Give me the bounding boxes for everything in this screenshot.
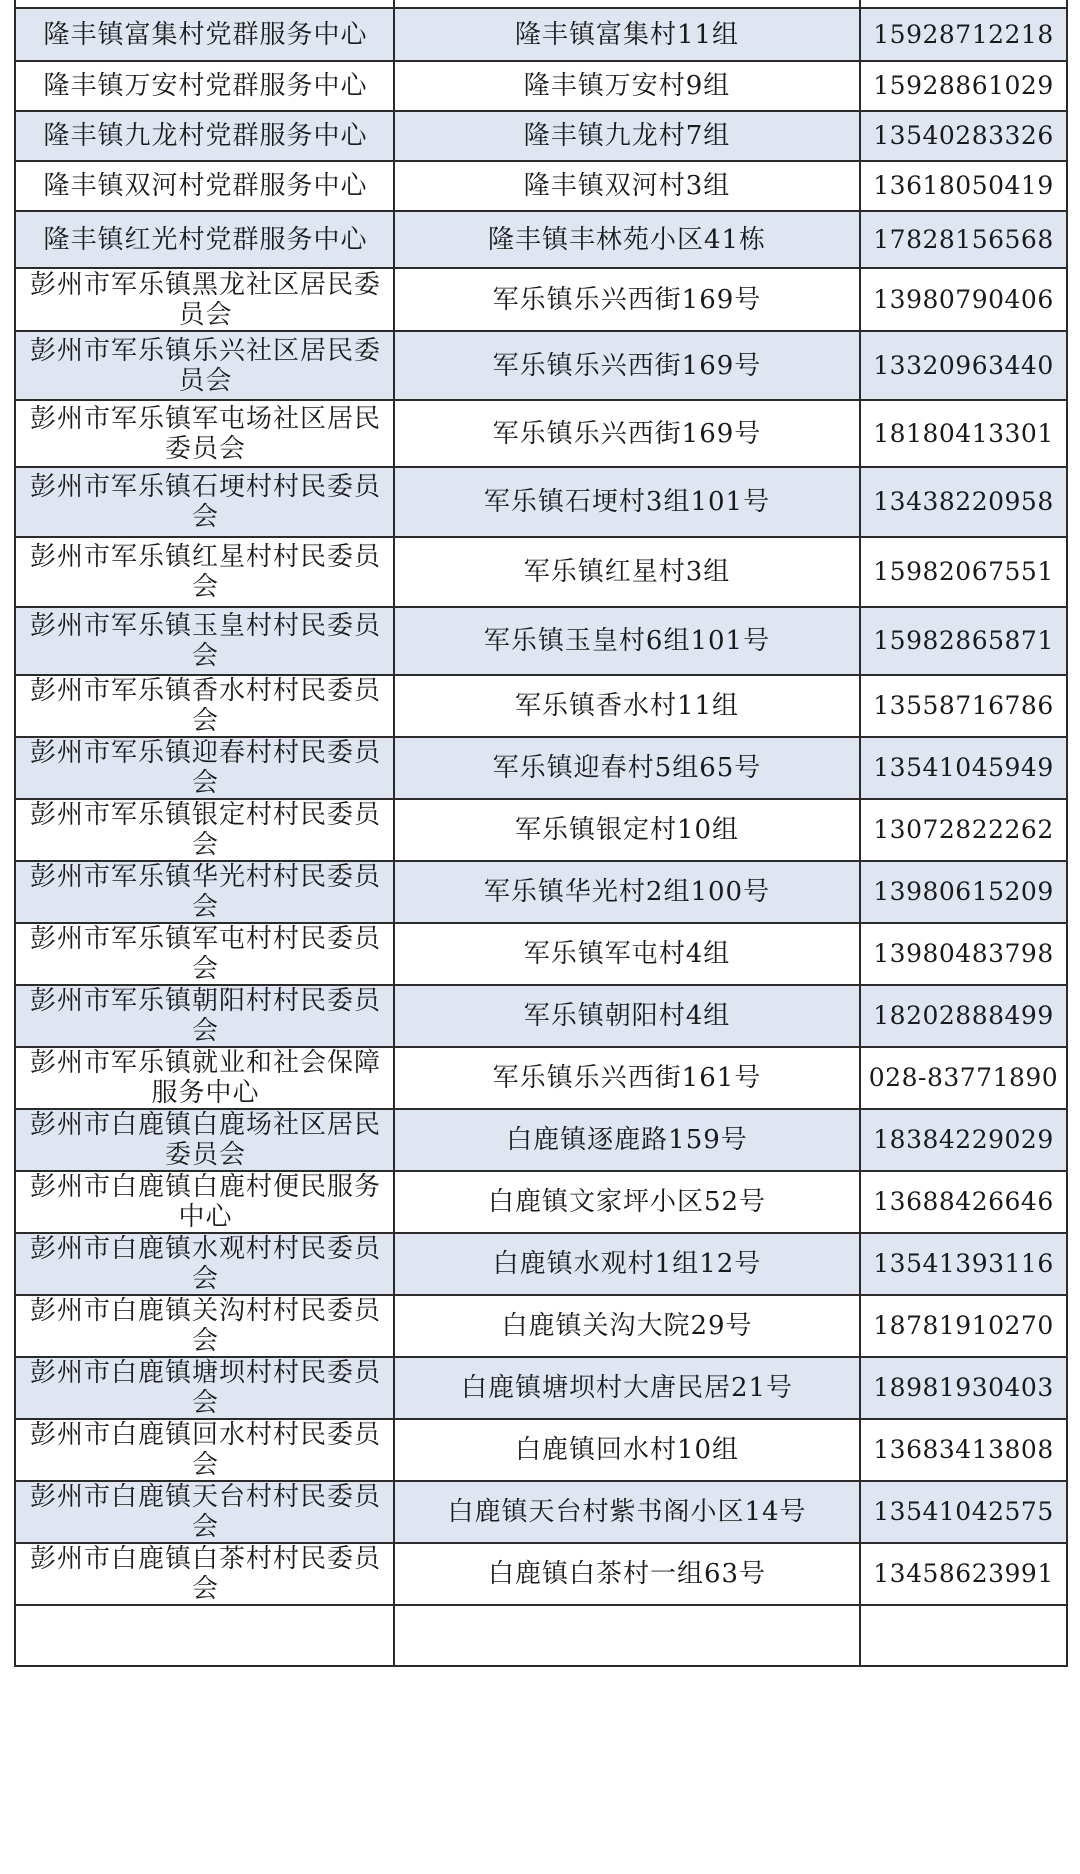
address-cell: 军乐镇军屯村4组: [394, 923, 860, 985]
table-row: [15, 400, 1067, 467]
org-name-cell: 彭州市军乐镇华光村村民委员会: [15, 861, 394, 923]
phone-cell: 13458623991: [860, 1543, 1067, 1605]
address-cell: 军乐镇银定村10组: [394, 799, 860, 861]
table-row: [15, 1481, 1067, 1543]
phone-cell: 15928861029: [860, 61, 1067, 111]
org-name-cell: 彭州市军乐镇迎春村村民委员会: [15, 737, 394, 799]
table-row: [15, 675, 1067, 737]
table-row: [15, 1171, 1067, 1233]
table-row: [15, 1233, 1067, 1295]
address-cell: 隆丰镇万安村9组: [394, 61, 860, 111]
address-cell: 隆丰镇丰林苑小区41栋: [394, 211, 860, 268]
address-cell: 军乐镇乐兴西街169号: [394, 268, 860, 331]
phone-cell: [860, 1605, 1067, 1666]
address-cell: 白鹿镇逐鹿路159号: [394, 1109, 860, 1171]
org-name-cell: 彭州市军乐镇玉皇村村民委员会: [15, 607, 394, 675]
org-name-cell: 彭州市白鹿镇白鹿村便民服务中心: [15, 1171, 394, 1233]
org-name-cell: 彭州市白鹿镇回水村村民委员会: [15, 1419, 394, 1481]
table-row: [15, 1109, 1067, 1171]
address-cell: 白鹿镇塘坝村大唐民居21号: [394, 1357, 860, 1419]
org-name-cell: 彭州市白鹿镇白茶村村民委员会: [15, 1543, 394, 1605]
phone-cell: 13320963440: [860, 331, 1067, 400]
phone-cell: 18202888499: [860, 985, 1067, 1047]
table-row: [15, 1543, 1067, 1605]
address-cell: 军乐镇红星村3组: [394, 537, 860, 607]
table-row: [15, 737, 1067, 799]
org-name-cell: 彭州市白鹿镇水观村村民委员会: [15, 1233, 394, 1295]
address-cell: 军乐镇朝阳村4组: [394, 985, 860, 1047]
phone-cell: 17828156568: [860, 211, 1067, 268]
address-cell: 白鹿镇水观村1组12号: [394, 1233, 860, 1295]
phone-cell: 13072822262: [860, 799, 1067, 861]
table-row: [15, 8, 1067, 61]
table-row: [15, 0, 1067, 8]
table-row: [15, 537, 1067, 607]
table-row: [15, 61, 1067, 111]
table-row: [15, 111, 1067, 161]
org-name-cell: 彭州市白鹿镇塘坝村村民委员会: [15, 1357, 394, 1419]
table-row: [15, 268, 1067, 331]
table-row: [15, 607, 1067, 675]
org-name-cell: 彭州市军乐镇石埂村村民委员会: [15, 467, 394, 537]
address-cell: 军乐镇乐兴西街161号: [394, 1047, 860, 1109]
org-name-cell: 彭州市军乐镇乐兴社区居民委员会: [15, 331, 394, 400]
address-cell: 军乐镇石埂村3组101号: [394, 467, 860, 537]
phone-cell: 15928712218: [860, 8, 1067, 61]
address-cell: 白鹿镇回水村10组: [394, 1419, 860, 1481]
phone-cell: 028-83771890: [860, 1047, 1067, 1109]
address-cell: 隆丰镇富集村11组: [394, 8, 860, 61]
address-cell: 军乐镇乐兴西街169号: [394, 331, 860, 400]
phone-cell: 13540283326: [860, 111, 1067, 161]
org-name-cell: 彭州市军乐镇朝阳村村民委员会: [15, 985, 394, 1047]
table-row: [15, 923, 1067, 985]
org-name-cell: 彭州市军乐镇银定村村民委员会: [15, 799, 394, 861]
org-name-cell: [15, 1605, 394, 1666]
table-row: [15, 1419, 1067, 1481]
table-row: [15, 1295, 1067, 1357]
phone-cell: 13438220958: [860, 467, 1067, 537]
phone-cell: 13980790406: [860, 268, 1067, 331]
contact-table-wrapper: [14, 0, 1066, 1667]
phone-cell: 13980615209: [860, 861, 1067, 923]
phone-cell: 13541393116: [860, 1233, 1067, 1295]
address-cell: 军乐镇乐兴西街169号: [394, 400, 860, 467]
org-name-cell: 彭州市军乐镇军屯场社区居民委员会: [15, 400, 394, 467]
address-cell: 白鹿镇关沟大院29号: [394, 1295, 860, 1357]
org-name-cell: [15, 0, 394, 8]
address-cell: 隆丰镇九龙村7组: [394, 111, 860, 161]
address-cell: 隆丰镇双河村3组: [394, 161, 860, 211]
org-name-cell: 彭州市军乐镇黑龙社区居民委员会: [15, 268, 394, 331]
table-body: [15, 0, 1067, 1666]
phone-cell: 18781910270: [860, 1295, 1067, 1357]
org-name-cell: 彭州市军乐镇香水村村民委员会: [15, 675, 394, 737]
table-row: [15, 1047, 1067, 1109]
org-name-cell: 隆丰镇红光村党群服务中心: [15, 211, 394, 268]
address-cell: [394, 0, 860, 8]
phone-cell: 13541045949: [860, 737, 1067, 799]
address-cell: 白鹿镇白茶村一组63号: [394, 1543, 860, 1605]
table-row: [15, 331, 1067, 400]
table-row: [15, 1605, 1067, 1666]
address-cell: 白鹿镇天台村紫书阁小区14号: [394, 1481, 860, 1543]
table-row: [15, 467, 1067, 537]
phone-cell: 13980483798: [860, 923, 1067, 985]
phone-cell: 13558716786: [860, 675, 1067, 737]
phone-cell: 15982865871: [860, 607, 1067, 675]
phone-cell: 18981930403: [860, 1357, 1067, 1419]
table-row: [15, 985, 1067, 1047]
org-name-cell: 彭州市白鹿镇天台村村民委员会: [15, 1481, 394, 1543]
org-name-cell: 隆丰镇双河村党群服务中心: [15, 161, 394, 211]
org-name-cell: 彭州市白鹿镇白鹿场社区居民委员会: [15, 1109, 394, 1171]
table-row: [15, 861, 1067, 923]
address-cell: 军乐镇迎春村5组65号: [394, 737, 860, 799]
org-name-cell: 隆丰镇万安村党群服务中心: [15, 61, 394, 111]
phone-cell: 13541042575: [860, 1481, 1067, 1543]
org-name-cell: 彭州市军乐镇红星村村民委员会: [15, 537, 394, 607]
service-center-contact-table: [14, 0, 1068, 1667]
phone-cell: 13683413808: [860, 1419, 1067, 1481]
address-cell: [394, 1605, 860, 1666]
phone-cell: [860, 0, 1067, 8]
address-cell: 军乐镇玉皇村6组101号: [394, 607, 860, 675]
org-name-cell: 彭州市军乐镇军屯村村民委员会: [15, 923, 394, 985]
phone-cell: 18180413301: [860, 400, 1067, 467]
org-name-cell: 彭州市白鹿镇关沟村村民委员会: [15, 1295, 394, 1357]
table-row: [15, 161, 1067, 211]
address-cell: 军乐镇华光村2组100号: [394, 861, 860, 923]
address-cell: 军乐镇香水村11组: [394, 675, 860, 737]
phone-cell: 15982067551: [860, 537, 1067, 607]
table-row: [15, 1357, 1067, 1419]
address-cell: 白鹿镇文家坪小区52号: [394, 1171, 860, 1233]
org-name-cell: 隆丰镇富集村党群服务中心: [15, 8, 394, 61]
table-row: [15, 211, 1067, 268]
phone-cell: 18384229029: [860, 1109, 1067, 1171]
org-name-cell: 隆丰镇九龙村党群服务中心: [15, 111, 394, 161]
phone-cell: 13688426646: [860, 1171, 1067, 1233]
org-name-cell: 彭州市军乐镇就业和社会保障服务中心: [15, 1047, 394, 1109]
phone-cell: 13618050419: [860, 161, 1067, 211]
table-row: [15, 799, 1067, 861]
